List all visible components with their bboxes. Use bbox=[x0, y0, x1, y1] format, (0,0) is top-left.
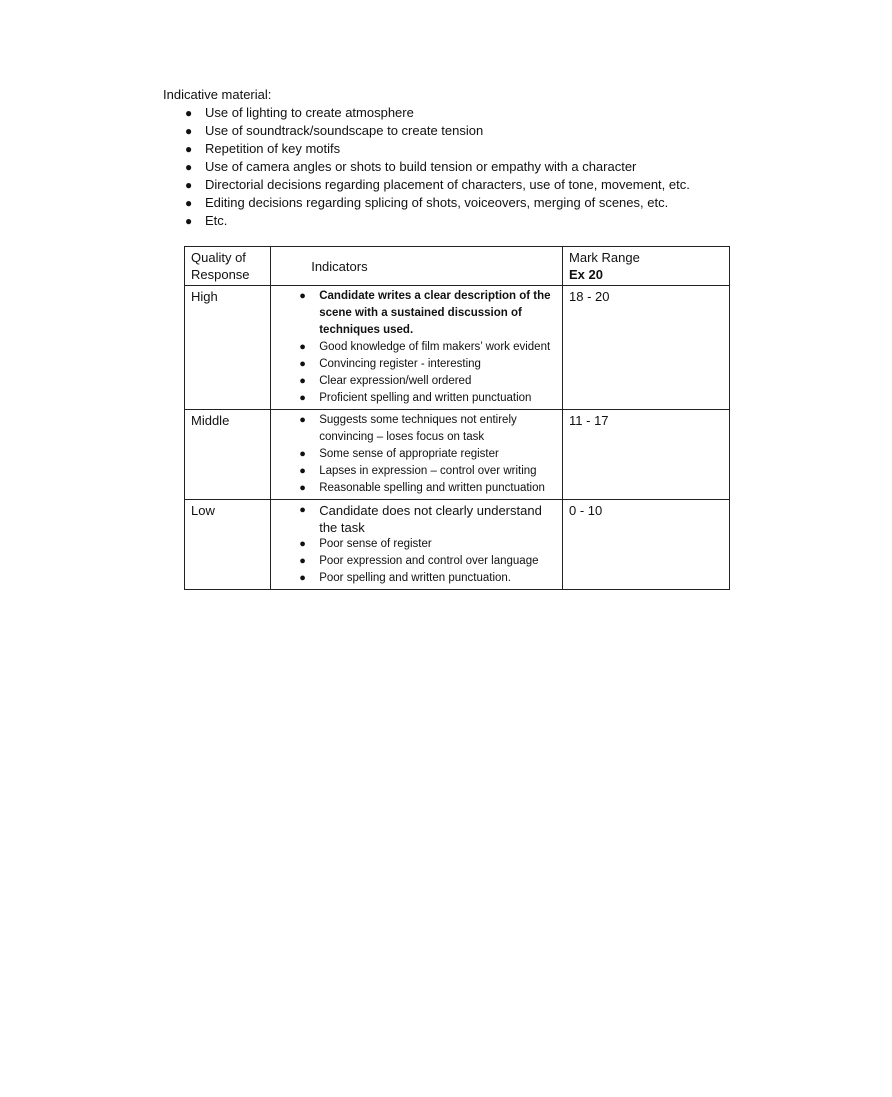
bullet-icon: ● bbox=[299, 504, 306, 516]
indicative-material-list bbox=[163, 104, 743, 230]
bullet-icon: ● bbox=[299, 465, 306, 477]
bullet-icon: ● bbox=[299, 290, 306, 302]
header-indicators: Indicators bbox=[271, 247, 563, 286]
bullet-icon: ● bbox=[299, 341, 306, 353]
list-item: ● Proficient spelling and written punctuation bbox=[277, 390, 556, 407]
indicators-cell bbox=[271, 410, 563, 500]
indicators-cell bbox=[271, 500, 563, 590]
list-item: ● Lapses in expression – control over writing bbox=[277, 463, 556, 480]
bullet-icon: ● bbox=[299, 482, 306, 494]
list-item: ● Some sense of appropriate register bbox=[277, 446, 556, 463]
mark-range-cell: 18 - 20 bbox=[563, 286, 730, 410]
quality-cell: Low bbox=[185, 500, 271, 590]
list-item: ● Use of lighting to create atmosphere bbox=[185, 105, 414, 120]
list-item: ● Candidate does not clearly understand the task bbox=[299, 503, 542, 535]
list-item: ● Use of soundtrack/soundscape to create tension bbox=[185, 123, 484, 138]
list-item: ● Poor sense of register bbox=[277, 536, 556, 553]
bullet-icon: ● bbox=[185, 178, 193, 192]
bullet-icon: ● bbox=[299, 375, 306, 387]
table-row bbox=[185, 410, 730, 500]
list-item: ● Good knowledge of film makers’ work evident bbox=[277, 339, 556, 356]
list-item: ● Poor expression and control over language bbox=[277, 553, 556, 570]
header-quality-of-response: Quality of Response bbox=[185, 247, 271, 286]
document-page bbox=[163, 86, 743, 584]
list-item: ● Etc. bbox=[185, 213, 228, 228]
bullet-icon: ● bbox=[299, 538, 306, 550]
bullet-icon: ● bbox=[185, 124, 193, 138]
bullet-icon: ● bbox=[185, 160, 193, 174]
list-item: ● Poor spelling and written punctuation. bbox=[277, 570, 556, 587]
marking-rubric-table bbox=[184, 246, 730, 590]
bullet-icon: ● bbox=[299, 392, 306, 404]
bullet-icon: ● bbox=[299, 572, 306, 584]
list-item: ● Clear expression/well ordered bbox=[277, 373, 556, 390]
list-item: ● Editing decisions regarding splicing of shots, voiceovers, merging of scenes, etc. bbox=[185, 195, 669, 210]
mark-range-cell: 11 - 17 bbox=[563, 410, 730, 500]
indicative-material-heading: Indicative material: bbox=[163, 87, 272, 102]
bullet-icon: ● bbox=[299, 555, 306, 567]
list-item: ● Directorial decisions regarding placement of characters, use of tone, movement, etc. bbox=[185, 177, 690, 192]
list-item: ● Convincing register - interesting bbox=[277, 356, 556, 373]
bullet-icon: ● bbox=[299, 414, 306, 426]
list-item: ● Use of camera angles or shots to build tension or empathy with a character bbox=[185, 159, 637, 174]
bullet-icon: ● bbox=[299, 448, 306, 460]
table-row bbox=[185, 286, 730, 410]
list-item: ● Candidate writes a clear description of the scene with a sustained discussion of techniques used. bbox=[299, 290, 551, 336]
quality-cell: Middle bbox=[185, 410, 271, 500]
bullet-icon: ● bbox=[185, 196, 193, 210]
list-item: ● Repetition of key motifs bbox=[185, 141, 341, 156]
list-item: ● Reasonable spelling and written punctuation bbox=[277, 480, 556, 497]
mark-range-cell: 0 - 10 bbox=[563, 500, 730, 590]
table-header-row bbox=[185, 247, 730, 286]
list-item: ● Suggests some techniques not entirely convincing – loses focus on task bbox=[299, 414, 517, 443]
bullet-icon: ● bbox=[185, 106, 193, 120]
indicators-cell bbox=[271, 286, 563, 410]
bullet-icon: ● bbox=[185, 142, 193, 156]
bullet-icon: ● bbox=[299, 358, 306, 370]
quality-cell: High bbox=[185, 286, 271, 410]
table-row bbox=[185, 500, 730, 590]
header-mark-range: Mark Range Ex 20 bbox=[563, 247, 730, 286]
bullet-icon: ● bbox=[185, 214, 193, 228]
